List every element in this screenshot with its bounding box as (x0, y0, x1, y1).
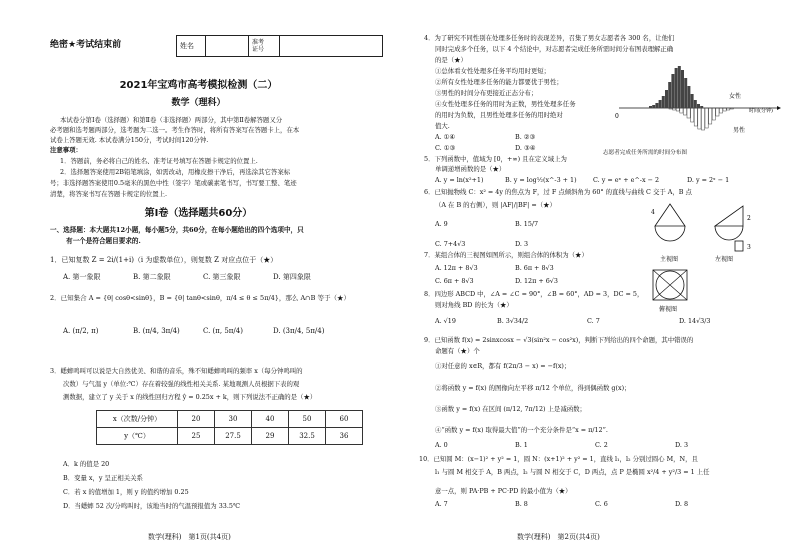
female-bar (691, 94, 694, 108)
secret-label: 绝密★考试结束前 (50, 40, 122, 50)
male-bar (680, 108, 683, 113)
question-3-line: 测数据，建立了 y 关于 x 的线性回归方程 ŷ = 0.25x + k，则下列说法不正确的是（★） (63, 393, 317, 401)
front-view-label: 主视图 (660, 256, 679, 263)
female-bar (655, 103, 658, 108)
q8-option-b[interactable]: B. 3√34/2 (497, 317, 529, 325)
question-10-line: 意一点，则 PA·PB + PC·PD 的最小值为（★） (435, 487, 572, 495)
female-label: 女性 (729, 93, 742, 100)
dimension-label: 2 (747, 215, 751, 222)
table-cell: 36 (326, 428, 363, 445)
male-bar (669, 108, 672, 109)
question-9-line: 命题有（★）个 (435, 347, 480, 355)
q10-option-c[interactable]: C. 6 (595, 500, 608, 508)
female-bar (649, 106, 652, 108)
table-cell: 20 (178, 411, 215, 428)
intro-line: 必考题和选考题两部分，选考题为二选一。考生作答时，将所有答案写在答题卡上，在本 (50, 126, 300, 134)
male-bar (719, 108, 722, 113)
q2-option-d[interactable]: D. (3π/4, 5π/4) (273, 327, 325, 335)
question-1: 1．已知复数 Z = 2i/(1+i)（i 为虚数单位），则复数 Z 对应点位于（★） (50, 256, 278, 264)
side-view-triangle (715, 206, 743, 226)
male-bar (701, 108, 704, 130)
question-8-line: 8．四边形 ABCD 中，∠A = ∠C = 90°，∠B = 60°，AD = 3，DC = 5， (424, 290, 644, 298)
figure-caption: 志愿者完成任务所需的时间分布图 (603, 150, 687, 156)
female-bar (675, 68, 678, 108)
time-axis-label: 时间(分钟) (749, 108, 773, 114)
male-bar (676, 108, 679, 111)
female-bar (697, 104, 700, 108)
side-view-label: 左视图 (715, 256, 734, 263)
candidate-id-box (176, 35, 383, 57)
q7-option-d[interactable]: D. 12π + 6√3 (515, 277, 558, 285)
section-heading: 有一个是符合题目要求的. (66, 237, 141, 245)
exam-title: 2021年宝鸡市高考模拟检测（二） (119, 80, 278, 91)
male-bar (716, 108, 719, 116)
q8-option-d[interactable]: D. 14√3/3 (679, 317, 711, 325)
page-footer: 数学(理科) 第2页(共4页) (517, 533, 600, 541)
intro-line: 本试卷分第Ⅰ卷（选择题）和第Ⅱ卷（非选择题）两部分，其中第Ⅱ卷解答题又分 (60, 116, 283, 124)
q7-option-a[interactable]: A. 12π + 8√3 (435, 264, 478, 272)
note-line: 2．选择题答案使用2B铅笔填涂，如需改动，用橡皮擦干净后，再选涂其它答案标 (60, 168, 291, 176)
q4-option-c[interactable]: C. ①③ (435, 144, 456, 152)
exam-subtitle: 数学（理科） (171, 98, 226, 108)
q5-option-c[interactable]: C. y = eˣ + e^-x − 2 (593, 176, 660, 184)
q4-option-d[interactable]: D. ③④ (515, 144, 536, 152)
table-cell: 30 (215, 411, 252, 428)
front-view-semicircle (655, 226, 685, 241)
q4-statement: ③男性的时间分布更接近正态分布； (435, 89, 538, 97)
q2-option-c[interactable]: C. (π, 5π/4) (203, 327, 243, 335)
male-bar (687, 108, 690, 118)
q3-option-c[interactable]: C．若 x 的值增加 1，则 y 的值约增加 0.25 (63, 488, 189, 496)
male-bar (712, 108, 715, 120)
q6-option-c[interactable]: C. 7+4√3 (435, 240, 466, 248)
intro-line: 试卷上答题无效. 本试卷满分150分，考试时间120分钟. (50, 136, 209, 144)
question-10-line: 10．已知圆 M：(x−1)² + y² = 1，圆 N：(x+1)² + y² = 1，直线 l₁，l₂ 分别过圆心 M，N，且 (419, 455, 698, 463)
q4-statement: ④女性处理多任务的用时为正数，男性处理多任务 (435, 100, 576, 108)
female-bar (678, 66, 681, 108)
front-view-triangle (655, 204, 685, 226)
question-10-line: l₁ 与圆 M 相交于 A，B 两点，l₂ 与圆 N 相交于 C，D 两点，点 P 是椭圆 x²/4 + y²/3 = 1 上任 (435, 468, 710, 476)
question-9-line: 9．已知函数 f(x) = 2sinxcosx − √3(sin²x − cos²x)，判断下列给出的四个命题，其中错误的 (424, 336, 694, 344)
q9-option-b[interactable]: B. 1 (515, 441, 528, 449)
axis-arrow-icon (777, 106, 781, 110)
time-distribution-figure (609, 60, 789, 160)
q8-option-c[interactable]: C. 7 (587, 317, 600, 325)
name-field[interactable] (206, 36, 249, 57)
female-bar (662, 96, 665, 108)
q5-option-d[interactable]: D. y = 2ˣ − 1 (687, 176, 730, 184)
page-footer: 数学(理科) 第1页(共4页) (148, 533, 231, 541)
male-bar (694, 108, 697, 126)
male-bar (705, 108, 708, 128)
q1-option-a[interactable]: A. 第一象限 (63, 273, 101, 281)
q5-option-a[interactable]: A. y = ln(x²+1) (435, 176, 484, 184)
q9-option-c[interactable]: C. 2 (595, 441, 608, 449)
male-label: 男性 (733, 127, 746, 134)
q10-option-b[interactable]: B. 8 (515, 500, 528, 508)
histogram-bars (649, 66, 733, 130)
q4-statement: 值大. (435, 122, 450, 130)
male-bar (709, 108, 712, 124)
male-bar (698, 108, 701, 129)
top-view-label: 俯视图 (659, 306, 678, 313)
female-bar (700, 106, 703, 108)
notes-heading: 注意事项： (50, 146, 82, 154)
female-bar (684, 78, 687, 108)
question-4-line: 的是（★） (435, 56, 467, 64)
male-bar (730, 108, 733, 109)
q9-option-a[interactable]: A. 0 (435, 441, 448, 449)
q1-option-b[interactable]: B. 第二象限 (133, 273, 171, 281)
q8-option-a[interactable]: A. √19 (435, 317, 456, 325)
q6-option-a[interactable]: A. 9 (435, 220, 448, 228)
q7-option-c[interactable]: C. 6π + 8√3 (435, 277, 474, 285)
table-cell: 27.5 (215, 428, 252, 445)
question-5-line: 5．下列函数中，值域为 [0，+∞) 且在定义域上为 (424, 155, 567, 163)
q6-option-d[interactable]: D. 3 (515, 240, 529, 248)
q9-statement: ④“函数 y = f(x) 取得最大值”的一个充分条件是“x = π/12”. (435, 426, 608, 434)
dimension-label: 4 (651, 209, 655, 216)
q4-option-b[interactable]: B. ②③ (515, 133, 536, 141)
question-6-line: （A 在 B 的右侧），则 |AF|/|BF| =（★） (435, 201, 556, 209)
q6-option-b[interactable]: B. 15/7 (515, 220, 539, 228)
female-bar (668, 82, 671, 108)
dimension-label: 3 (747, 244, 751, 251)
question-4-line: 同时完成多个任务，以下 4 个结论中，对志愿者完成任务所需时间分布图表理解正确 (435, 45, 674, 53)
note-line: 清楚，将答案书写在答题卡规定的位置上. (50, 190, 168, 198)
male-bar (683, 108, 686, 115)
question-8-line: 则对角线 BD 的长为（★） (435, 301, 513, 309)
note-line: 号；非选择题答案使用0.5毫米的黑色中性（签字）笔或碳素笔书写，书写要工整、笔迹 (50, 179, 297, 187)
female-bar (665, 90, 668, 108)
name-label: 姓名 (177, 36, 206, 57)
q1-option-c[interactable]: C. 第三象限 (203, 273, 241, 281)
question-4-line: 4．为了研究不同性别在处理多任务时的表现差异，召集了男女志愿者各 300 名，让他们 (424, 34, 675, 42)
q9-statement: ③函数 y = f(x) 在区间 (π/12, 7π/12) 上是减函数； (435, 405, 586, 413)
side-view-rect (735, 241, 743, 251)
female-bar (681, 70, 684, 108)
q4-statement: ①总体看女性处理多任务平均用时更短； (435, 67, 551, 75)
exam-id-label: 准考 证号 (249, 36, 280, 57)
q9-statement: ②将函数 y = f(x) 的图像向左平移 π/12 个单位，得到偶函数 g(x)； (435, 384, 631, 392)
female-bar (652, 105, 655, 108)
side-view-arc (715, 226, 743, 240)
question-7: 7．某组合体的三视图如图所示，则组合体的体积为（★） (424, 251, 588, 259)
q5-option-b[interactable]: B. y = log½(x^-3 + 1) (505, 176, 577, 184)
table-cell: 40 (252, 411, 289, 428)
right-page (397, 0, 794, 553)
volume-heading: 第Ⅰ卷（选择题共60分） (144, 208, 253, 219)
table-cell: 32.5 (289, 428, 326, 445)
question-5-line: 单调递增函数的是（★） (435, 165, 506, 173)
q3-option-a[interactable]: A．k 的值是 20 (63, 460, 110, 468)
q9-option-d[interactable]: D. 3 (675, 441, 689, 449)
question-3-line: 3．蟋蟀鸣叫可以说是大自然优美、和谐的音乐，殊不知蟋蟀鸣叫的频率 x（每分钟鸣叫的 (50, 367, 303, 375)
question-2: 2．已知集合 A = {θ| cosθ<sinθ}，B = {θ| tanθ<sinθ，π/4 ≤ θ ≤ 5π/4}，那么 A∩B 等于（★） (50, 294, 350, 302)
question-6-line: 6．已知抛物线 C：x² = 4y 的焦点为 F，过 F 点倾斜角为 60° 的直线与曲线 C 交于 A，B 点 (424, 188, 692, 196)
q4-option-a[interactable]: A. ①④ (435, 133, 456, 141)
table-cell: 25 (178, 428, 215, 445)
exam-id-field[interactable] (280, 36, 383, 57)
question-3-line: 次数）与气温 y（单位:℃）存在着较强的线性相关关系. 某地观测人员根据下表的观 (63, 380, 300, 388)
section-heading: 一、选择题：本大题共12小题，每小题5分，共60分，在每小题给出的四个选项中，只 (50, 226, 304, 234)
q2-option-b[interactable]: B. (π/4, 3π/4) (133, 327, 180, 335)
female-bar (687, 86, 690, 108)
q4-statement: 的用时为负数，且男性处理多任务的用时绝对 (435, 111, 563, 119)
observation-table (96, 410, 363, 445)
male-bar (723, 108, 726, 111)
q7-option-b[interactable]: B. 6π + 8√3 (515, 264, 554, 272)
table-cell: 50 (289, 411, 326, 428)
table-y-label: y（℃） (97, 428, 178, 445)
q2-option-a[interactable]: A. (π/2, π) (63, 327, 99, 335)
female-bar (659, 100, 662, 108)
q3-option-b[interactable]: B．变量 x，y 呈正相关关系 (63, 474, 143, 482)
three-view-figure (645, 198, 791, 316)
note-line: 1．答题前，务必将自己的姓名、准考证号填写在答题卡规定的位置上. (60, 157, 258, 165)
q3-option-d[interactable]: D．当蟋蟀 52 次/分鸣叫时，该地当时的气温预报值为 33.5℃ (63, 502, 241, 510)
table-cell: 60 (326, 411, 363, 428)
female-bar (671, 74, 674, 108)
table-cell: 29 (252, 428, 289, 445)
q1-option-d[interactable]: D. 第四象限 (273, 273, 311, 281)
origin-label: 0 (615, 113, 619, 120)
q10-option-d[interactable]: D. 8 (675, 500, 689, 508)
male-bar (691, 108, 694, 122)
table-x-label: x（次数/分钟） (97, 411, 178, 428)
q4-statement: ②所有女性处理多任务的能力都要优于男性； (435, 78, 563, 86)
q9-statement: ①对任意的 x∈R，都有 f(2π/3 − x) = −f(x)； (435, 362, 571, 370)
female-bar (694, 100, 697, 108)
q10-option-a[interactable]: A. 7 (435, 500, 448, 508)
